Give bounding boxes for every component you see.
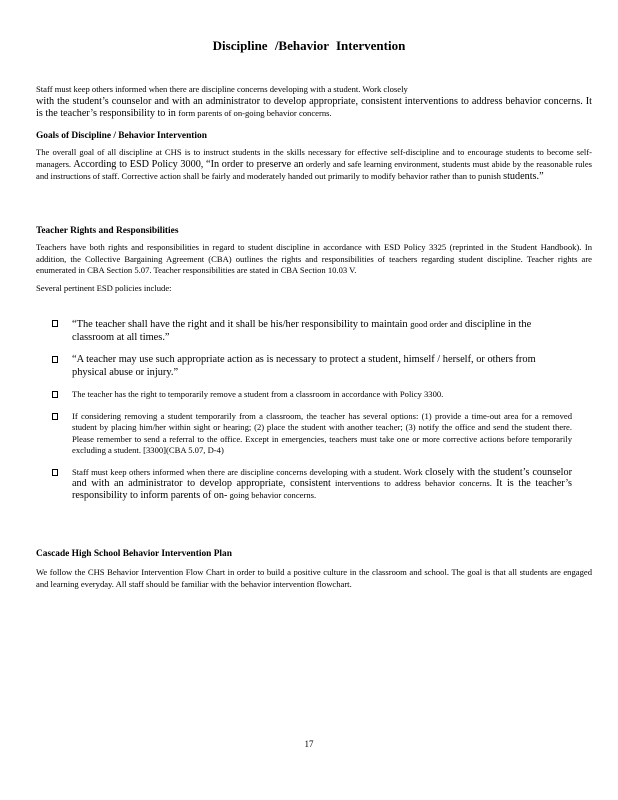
cascade-section: [36, 549, 592, 590]
bullet-1-end: discipline in the classroom at all times.”: [72, 319, 532, 343]
bullet-5-small2: interventions to address behavior concerns.: [335, 478, 492, 488]
page-number: 17: [304, 739, 314, 749]
list-item: [52, 389, 572, 401]
policies-intro: Several pertinent ESD policies include:: [36, 282, 172, 293]
page-title: Discipline /Behavior Intervention: [212, 38, 406, 53]
rights-paragraph: Teachers have both rights and responsibilities in regard to student discipline in accordance with ESD Policy 3325 (reprinted in the Student Handbook). In addition, the Collective Bargaining Agreement (CBA) outlines the rights and responsibilities of teachers regarding student discipline. Teacher rights are enumerated in CBA Section 5.07. Teacher responsibilities are stated in CBA Section 10.03 V.: [36, 242, 592, 275]
policy-list: [52, 318, 572, 501]
bullet-2-text: “A teacher may use such appropriate action as is necessary to protect a student, himself / herself, or others from physical abuse or injury.”: [72, 354, 536, 378]
bullet-5-end: going behavior concerns.: [229, 489, 317, 500]
bullet-1-text: “The teacher shall have the right and it shall be his/her responsibility to maintain: [72, 319, 408, 330]
goals-text: [36, 147, 592, 183]
list-item: [52, 318, 572, 344]
intro-tail: form parents of on-going behavior concerns.: [178, 108, 332, 118]
intro-large-part: with the student’s counselor and with an administrator to develop appropriate, consistent interventions to address behavior concerns. It is the teacher’s responsibility to in: [36, 95, 592, 119]
list-item: [52, 467, 572, 502]
intro-text-large: [36, 96, 592, 121]
bullet-4-text: If considering removing a student temporarily from a classroom, the teacher has several options: (1) provide a time-out area for a removed student by placing him/her within sight or hearing; (2) place the student with another teacher; (3) notify the office and send the student there. Please remember to send a referral to the office. Except in emergencies, teachers must take one or more corrective actions before temporarily excluding a student. [3300](CBA 5.07, D-4): [72, 410, 572, 455]
goals-large-part: According to ESD Policy 3000, “In order to preserve an: [73, 158, 304, 170]
list-item: [52, 411, 572, 457]
bullet-1-small: good order and: [410, 319, 463, 329]
rights-heading: Teacher Rights and Responsibilities: [36, 226, 179, 236]
bullet-5-small: Staff must keep others informed when there are discipline concerns developing with a student. Work: [72, 466, 423, 477]
goals-small-part: The overall goal of all discipline at CHS is to instruct students in the skills necessary for effective self-discipline and to encourage students to become self-managers.: [36, 147, 592, 169]
intro-line-small: Staff must keep others informed when there are discipline concerns developing with a student. Work closely: [36, 84, 408, 94]
bullet-box-icon: [52, 391, 58, 398]
intro-paragraph: [36, 84, 592, 121]
cascade-paragraph: We follow the CHS Behavior Intervention Flow Chart in order to build a positive culture in the classroom and school. The goal is that all students are engaged and learning everyday. All staff should be familiar with the behavior intervention flowchart.: [36, 567, 592, 589]
bullet-3-text: The teacher has the right to temporarily remove a student from a classroom in accordance with Policy 3300.: [72, 389, 444, 399]
goals-section: [36, 131, 592, 183]
bullet-box-icon: [52, 413, 58, 420]
list-item: [52, 354, 572, 379]
goals-heading: Goals of Discipline / Behavior Intervention: [36, 131, 207, 141]
cascade-heading: Cascade High School Behavior Intervention Plan: [36, 549, 232, 559]
bullet-5-large: closely with the student’s counselor and with an administrator to develop appropriate, consistent: [72, 466, 572, 489]
bullet-5-large2: It is the teacher’s responsibility to inform parents of on-: [72, 478, 572, 501]
teacher-rights-section: [36, 226, 592, 294]
bullet-box-icon: [52, 356, 58, 363]
bullet-box-icon: [52, 469, 58, 476]
bullet-box-icon: [52, 320, 58, 327]
goals-small-part2: orderly and safe learning environment, students must abide by the reasonable rules and instructions of staff. Corrective action shall be fairly and moderately handed out primarily to modify behavior rather than to punish: [36, 158, 592, 181]
goals-large-end: students.”: [503, 171, 544, 182]
